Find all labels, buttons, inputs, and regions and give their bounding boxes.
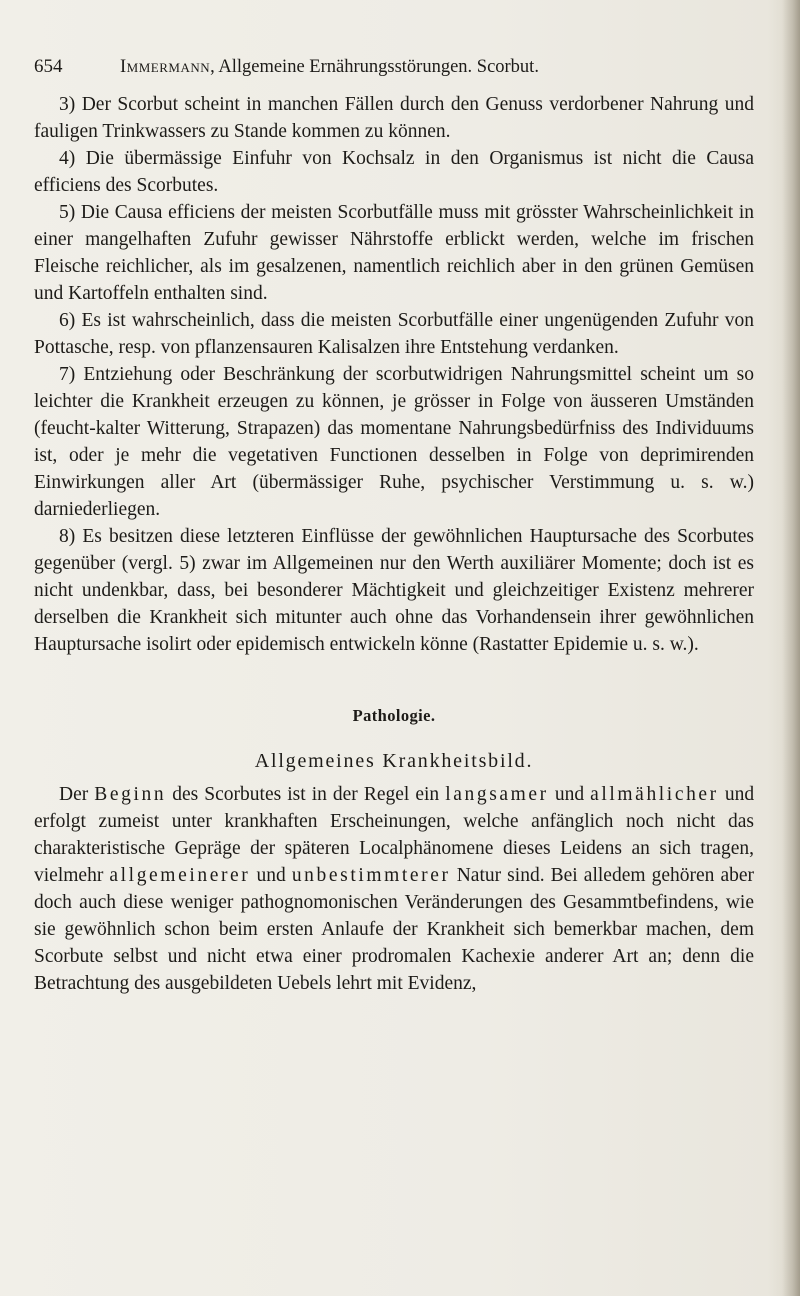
paragraph-6: 6) Es ist wahrscheinlich, dass die meisten Scorbutfälle einer ungenügenden Zufuhr von Pottasche, resp. von pflanzensauren Kalisalzen ihre Entstehung verdanken. xyxy=(34,310,754,358)
final-text-3: und xyxy=(554,784,585,805)
paragraph-5: 5) Die Causa efficiens der meisten Scorbutfälle muss mit grösster Wahrscheinlichkeit in einer mangelhaften Zufuhr gewisser Nährstoffe erblickt werden, welche im frischen Fleische reichlicher, als im gesalzenen, namentlich reichlich aber in den grünen Gemüsen und Kartoffeln enthalten sind. xyxy=(34,202,754,304)
emphasis-allmaehlicher: allmählicher xyxy=(590,784,719,805)
paragraph-3: 3) Der Scorbut scheint in manchen Fällen durch den Genuss verdorbener Nahrung und fauligen Trinkwassers zu Stande kommen zu können. xyxy=(34,94,754,142)
section-heading-pathologie: Pathologie. xyxy=(352,706,436,725)
running-head xyxy=(120,52,539,82)
running-head-author: Immermann xyxy=(120,57,211,77)
final-text-6: Natur sind. Bei alledem gehören aber doch auch diese weniger pathognomonischen Veränderungen des Gesammtbefindens, wie sie gewöhnlich schon beim ersten Anlaufe der Krankheit sich bemerkbar machen, dem Scorbute selbst und nicht etwa einer prodromalen Kachexie anderer Art an; denn die Betrachtung des ausgebildeten Uebels lehrt mit Evidenz, xyxy=(34,865,755,994)
final-text-5: und xyxy=(256,865,286,886)
paragraph-7: 7) Entziehung oder Beschränkung der scorbutwidrigen Nahrungsmittel scheint um so leichter die Krankheit erzeugen zu können, je grösser in Folge von äusseren Umständen (feucht-kalter Witterung, Strapazen) das momentane Nahrungsbedürfniss des Individuums ist, oder je mehr die vegetativen Functionen desselben in Folge von deprimirenden Einwirkungen aller Art (übermässiger Ruhe, psychischer Verstimmung u. s. w.) darniederliegen. xyxy=(34,364,754,520)
paragraph-8: 8) Es besitzen diese letzteren Einflüsse der gewöhnlichen Hauptursache des Scorbutes gegenüber (vergl. 5) zwar im Allgemeinen nur den Werth auxiliärer Momente; doch ist es nicht undenkbar, dass, bei besonderer Mächtigkeit und gleichzeitiger Existenz mehrerer derselben die Krankheit sich mitunter auch ohne das Vorhandensein ihrer gewöhnlichen Hauptursache isolirt oder epidemisch entwickeln könne (Rastatter Epidemie u. s. w.). xyxy=(34,526,754,655)
body-text xyxy=(34,91,754,997)
emphasis-langsamer: langsamer xyxy=(445,784,549,805)
sub-heading-krankheitsbild: Allgemeines Krankheitsbild. xyxy=(254,750,534,772)
page-number: 654 xyxy=(34,56,63,77)
running-head-title: , Allgemeine Ernährungsstörungen. Scorbut. xyxy=(210,57,539,77)
emphasis-allgemeinerer: allgemeinerer xyxy=(109,865,251,886)
final-text-4: und erfolgt zumeist unter krankhaften Erscheinungen, welche anfänglich noch nicht das charakteristische Gepräge der späteren Localphänomene dieses Leidens an sich tragen, vielmehr xyxy=(34,784,755,886)
emphasis-beginn: Beginn xyxy=(94,784,167,805)
final-text-1: Der xyxy=(59,784,89,805)
page-header xyxy=(34,52,754,82)
emphasis-unbestimmterer: unbestimmterer xyxy=(291,865,451,886)
paragraph-krankheitsbild xyxy=(34,781,754,997)
page-edge-shadow xyxy=(782,0,800,1296)
paragraph-4: 4) Die übermässige Einfuhr von Kochsalz in den Organismus ist nicht die Causa efficiens des Scorbutes. xyxy=(34,148,754,196)
final-text-2: des Scorbutes ist in der Regel ein xyxy=(172,784,440,805)
